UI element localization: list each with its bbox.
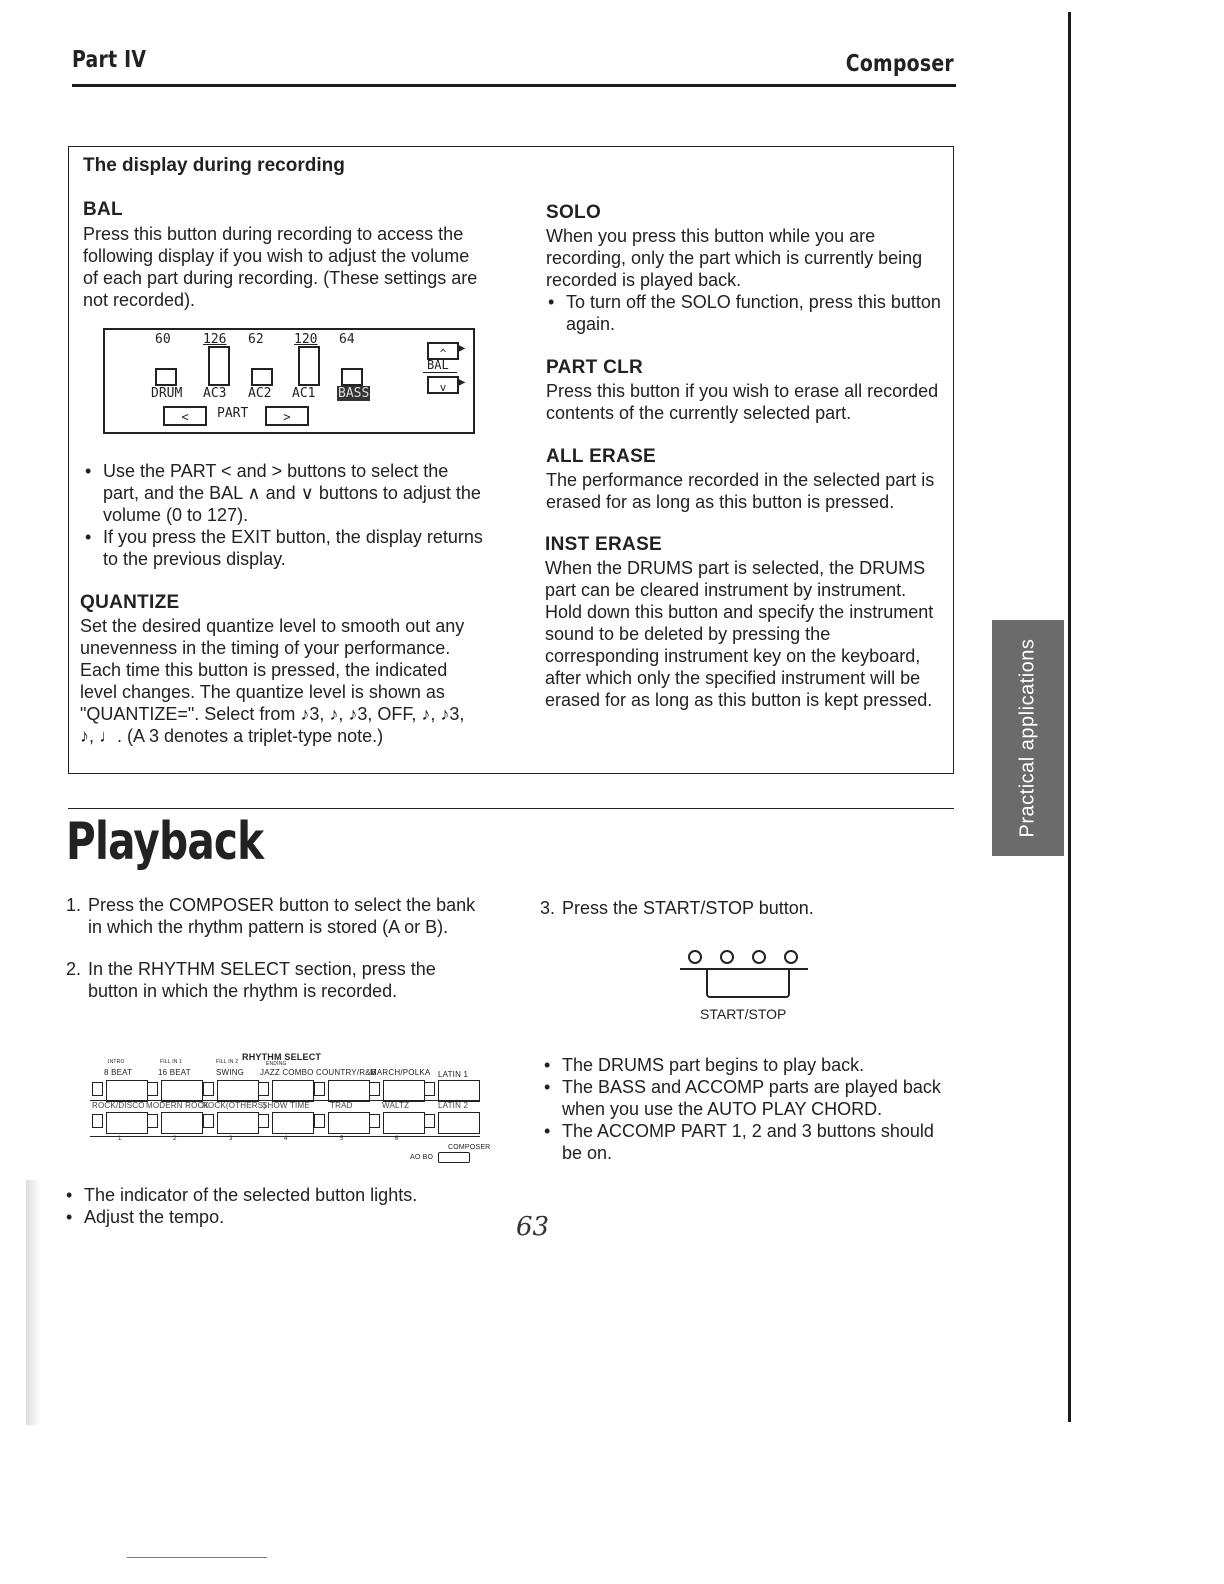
bullet-item: • Adjust the tempo. (64, 1206, 478, 1228)
section-label: Composer (845, 51, 954, 77)
page-edge (1068, 12, 1071, 1422)
indicator-led (258, 1114, 269, 1128)
allerase-heading: ALL ERASE (546, 446, 657, 467)
lcd-bal-label: BAL (427, 358, 449, 372)
arrow-right-icon: ▶ (457, 374, 466, 390)
bullet-item: • To turn off the SOLO function, press this button again. (546, 291, 944, 335)
playback-step-3 (540, 897, 950, 939)
indicator-led (314, 1082, 325, 1096)
bank-ab-label: AO BO (410, 1154, 434, 1161)
side-tab (992, 620, 1064, 856)
bal-text: Press this button during recording to access the following display if you wish to adjust the volume of each part during recording. (These settings are not recorded). (83, 224, 478, 310)
ending-label: ENDING (266, 1061, 287, 1067)
indicator-led (92, 1114, 103, 1128)
indicator-led (369, 1082, 380, 1096)
section-rule (68, 808, 954, 809)
insterase-text: When the DRUMS part is selected, the DRUMS part can be cleared instrument by instrument. Hold down this button and specify the instrument sound to be deleted by pressing the corresponding instrument key on the keyboard, after which only the specified instrument will be erased for as long as this button is kept pressed. (545, 558, 934, 710)
arrow-right-icon: ▶ (457, 340, 466, 356)
bank-number: 3 (229, 1136, 233, 1142)
rhythm-label: LATIN 1 (438, 1070, 469, 1079)
rhythm-label: COUNTRY/R&B (316, 1068, 377, 1077)
level-bar-ac1 (298, 346, 320, 386)
rhythm-label: TRAD (330, 1101, 353, 1110)
bullet-item: • The ACCOMP PART 1, 2 and 3 buttons should be on. (542, 1120, 954, 1164)
quantize-heading: QUANTIZE (80, 592, 180, 613)
playback-bullets-right (542, 1054, 954, 1164)
insterase-heading: INST ERASE (545, 534, 663, 555)
rhythm-button-6-top[interactable] (383, 1080, 425, 1102)
partclr-text: Press this button if you wish to erase all recorded contents of the currently selected part. (546, 381, 939, 423)
step-item: 1. Press the COMPOSER button to select the bank in which the rhythm pattern is stored (A or B). (66, 895, 476, 937)
bank-number: 5 (340, 1136, 344, 1142)
bank-number: 2 (173, 1136, 177, 1142)
rhythm-label: JAZZ COMBO (260, 1068, 314, 1077)
latin-1-button[interactable] (438, 1080, 480, 1102)
bal-down-button[interactable]: v (427, 376, 459, 394)
bal-divider (423, 372, 457, 373)
partclr-heading: PART CLR (546, 357, 644, 378)
bank-number: 1 (118, 1136, 122, 1142)
lcd-part-label: PART (217, 406, 249, 421)
rhythm-button-3-bottom[interactable] (217, 1112, 259, 1134)
rhythm-label: 16 BEAT (158, 1068, 191, 1077)
bank-number: 4 (284, 1136, 288, 1142)
rhythm-button-4-top[interactable] (272, 1080, 314, 1102)
level-bar-bass (341, 368, 363, 386)
rhythm-button-3-top[interactable] (217, 1080, 259, 1102)
fill-in-2-label: FILL IN 2 (216, 1059, 239, 1065)
playback-steps-left (66, 894, 480, 1022)
beat-indicator-led (688, 950, 702, 964)
intro-label: INTRO (108, 1059, 125, 1065)
rhythm-button-5-bottom[interactable] (328, 1112, 370, 1134)
part-prev-button[interactable]: < (163, 406, 207, 426)
fill-in-1-label: FILL IN 1 (160, 1059, 183, 1065)
level-bar-ac2 (251, 368, 273, 386)
latin-2-button[interactable] (438, 1112, 480, 1134)
start-stop-illustration (676, 940, 816, 1030)
rhythm-select-panel (88, 1050, 491, 1168)
beat-indicator-led (752, 950, 766, 964)
indicator-led (203, 1082, 214, 1096)
underline-mark (127, 1557, 267, 1558)
indicator-led (258, 1082, 269, 1096)
rhythm-label: 8 BEAT (104, 1068, 133, 1077)
indicator-led (92, 1082, 103, 1096)
rhythm-label: SWING (216, 1068, 245, 1077)
header-rule (72, 84, 956, 87)
indicator-led (147, 1114, 158, 1128)
indicator-led (314, 1114, 325, 1128)
bal-heading: BAL (83, 199, 123, 220)
lcd-part-selected: BASS (338, 386, 370, 401)
rhythm-label: WALTZ (382, 1101, 410, 1110)
rhythm-label: MODERN ROCK (146, 1101, 210, 1110)
page-number: 63 (516, 1212, 550, 1242)
lcd-part: AC2 (248, 386, 272, 401)
rhythm-label: ROCK/DISCO (92, 1101, 145, 1110)
indicator-led (147, 1082, 158, 1096)
start-stop-label: START/STOP (700, 1006, 787, 1022)
start-stop-button[interactable] (706, 970, 790, 998)
bal-bullets (83, 460, 483, 570)
part-label: Part IV (72, 47, 147, 73)
rhythm-select-title: RHYTHM SELECT (242, 1052, 322, 1062)
lcd-value: 60 (155, 332, 171, 347)
bullet-item: • Use the PART < and > buttons to select the part, and the BAL ∧ and ∨ buttons to adjust the volume (0 to 127). (83, 460, 483, 526)
rhythm-button-2-bottom[interactable] (161, 1112, 203, 1134)
playback-bullets-left (64, 1184, 478, 1228)
solo-heading: SOLO (546, 202, 602, 223)
scan-shadow (26, 1180, 40, 1425)
beat-indicator-led (720, 950, 734, 964)
lcd-part: DRUM (151, 386, 183, 401)
playback-title: Playback (66, 812, 264, 872)
side-tab-label: Practical applications (1016, 638, 1039, 838)
beat-indicator-led (784, 950, 798, 964)
box-title: The display during recording (83, 155, 345, 176)
lcd-value: 62 (248, 332, 264, 347)
lcd-value: 120 (294, 332, 318, 347)
bullet-item: • The BASS and ACCOMP parts are played back when you use the AUTO PLAY CHORD. (542, 1076, 954, 1120)
lcd-value: 64 (339, 332, 355, 347)
allerase-text: The performance recorded in the selected part is erased for as long as this button is pressed. (546, 470, 935, 512)
bullet-item: • The indicator of the selected button lights. (64, 1184, 478, 1206)
bank-number: 6 (395, 1136, 399, 1142)
lcd-value: 126 (203, 332, 227, 347)
step-item: 3. Press the START/STOP button. (540, 898, 814, 918)
solo-bullet (546, 291, 944, 335)
step-item: 2. In the RHYTHM SELECT section, press the button in which the rhythm is recorded. (66, 959, 436, 1001)
solo-text: When you press this button while you are recording, only the part which is currently being recorded is played back. (546, 226, 923, 290)
rhythm-label: ROCK(OTHERS) (202, 1101, 267, 1110)
part-next-button[interactable]: > (265, 406, 309, 426)
level-bar-drum (155, 368, 177, 386)
bullet-item: • If you press the EXIT button, the display returns to the previous display. (83, 526, 483, 570)
indicator-led (424, 1082, 435, 1096)
bal-lcd-display (103, 328, 475, 434)
quantize-text: Set the desired quantize level to smooth out any unevenness in the timing of your performance. Each time this button is pressed, the indicated level changes. The quantize level is shown as "QUANTIZE=". Select from ♪3, ♪, ♪3, OFF, ♪, ♪3, ♪, ♩. (A 3 denotes a triplet-type note.) (80, 616, 465, 746)
lcd-part: AC1 (292, 386, 316, 401)
lcd-part: AC3 (203, 386, 227, 401)
rhythm-label: LATIN 2 (438, 1101, 469, 1110)
rhythm-button-6-bottom[interactable] (383, 1112, 425, 1134)
indicator-led (203, 1114, 214, 1128)
rhythm-label: SHOW TIME (262, 1101, 310, 1110)
composer-label: COMPOSER (448, 1144, 491, 1151)
rhythm-button-4-bottom[interactable] (272, 1112, 314, 1134)
rhythm-button-1-top[interactable] (106, 1080, 148, 1102)
bullet-item: • The DRUMS part begins to play back. (542, 1054, 954, 1076)
level-bar-ac3 (208, 346, 230, 386)
indicator-led (369, 1114, 380, 1128)
bal-up-button[interactable]: ^ (427, 342, 459, 360)
rhythm-button-2-top[interactable] (161, 1080, 203, 1102)
composer-button[interactable] (438, 1152, 470, 1163)
rhythm-button-1-bottom[interactable] (106, 1112, 148, 1134)
rhythm-button-5-top[interactable] (328, 1080, 370, 1102)
indicator-led (424, 1114, 435, 1128)
rhythm-label: MARCH/POLKA (370, 1068, 431, 1077)
